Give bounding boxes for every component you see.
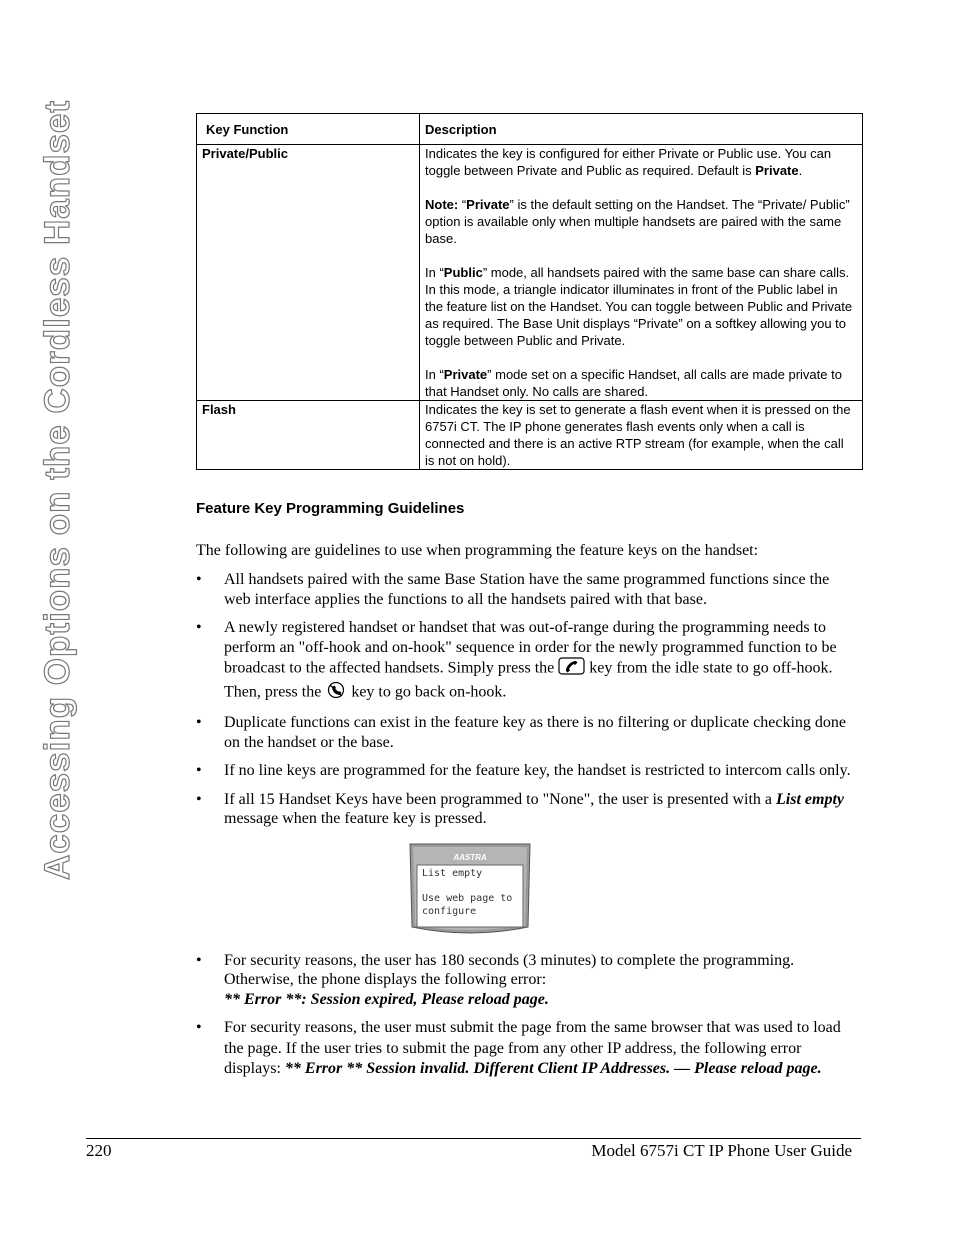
side-title: Accessing Options on the Cordless Handset <box>38 99 77 880</box>
footer-guide-title: Model 6757i CT IP Phone User Guide <box>591 1141 852 1160</box>
list-item-text: If all 15 Handset Keys have been programmed to "None", the user is presented with a <box>224 790 777 808</box>
description-paragraph <box>425 264 856 349</box>
bullet-marker: • <box>196 714 202 731</box>
table-row <box>197 145 863 401</box>
text-run-bold: Private <box>755 163 799 178</box>
handset-screen-illustration <box>409 843 531 936</box>
list-item-text: key to go back on-hook. <box>347 682 507 700</box>
guidelines-list <box>196 570 856 1089</box>
bullet-marker: • <box>196 951 202 969</box>
description-cell <box>420 145 863 401</box>
list-item-text: For security reasons, the user must submit the page from the same browser that was used to load the page. If the user tries to submit the page from any other IP address, the following error displays: <box>224 1019 841 1077</box>
note-paragraph <box>425 196 856 247</box>
text-run-bold: Public <box>443 265 483 280</box>
list-item <box>196 951 856 1010</box>
text-run: In “ <box>425 265 444 280</box>
intro-paragraph: The following are guidelines to use when programming the feature keys on the handset: <box>196 542 759 559</box>
bullet-marker: • <box>196 619 202 636</box>
section-heading: Feature Key Programming Guidelines <box>196 500 465 517</box>
key-function-name: Private/Public <box>202 146 288 161</box>
list-item <box>196 790 856 829</box>
list-item <box>196 570 856 609</box>
note-label: Note: <box>425 197 459 212</box>
key-function-name: Flash <box>202 402 236 417</box>
screen-line-2: Use web page to <box>422 893 513 904</box>
text-run: ” mode set on a specific Handset, all calls are made private to that Handset only. No calls are shared. <box>425 367 842 399</box>
screen-line-1: List empty <box>422 868 483 879</box>
text-run-bold: Private <box>466 197 510 212</box>
bullet-marker: • <box>196 790 202 808</box>
list-item-text: Duplicate functions can exist in the feature key as there is no filtering or duplicate checking done on the handset or the base. <box>224 714 846 751</box>
table-header-row <box>197 114 863 145</box>
key-function-cell <box>197 145 420 401</box>
description-paragraph <box>425 145 856 179</box>
description-paragraph: Indicates the key is set to generate a flash event when it is pressed on the 6757i CT. The IP phone generates flash events only when a call is connected and there is an active RTP stream (for example, when the call is not on hold). <box>425 402 851 468</box>
list-item <box>196 618 856 704</box>
footer-rule <box>86 1138 861 1139</box>
list-item-emphasis: List empty <box>776 790 844 808</box>
table-row <box>197 401 863 470</box>
page-number: 220 <box>86 1141 112 1160</box>
text-run: ” mode, all handsets paired with the same base can share calls. In this mode, a triangle indicator illuminates in front of the Public label in the feature list on the Handset. You can toggle between Public and Private as required. The Base Unit displays “Private” on a softkey allowing you to toggle between Public and Private. <box>425 265 853 348</box>
text-run: . <box>798 163 803 178</box>
handset-screen-graphic <box>409 843 531 936</box>
bullet-marker: • <box>196 762 202 779</box>
text-run: “ <box>458 197 467 212</box>
list-item-emphasis: ** Error **: Session expired, Please reload page. <box>224 990 549 1008</box>
hang-up-icon <box>325 681 347 705</box>
list-item <box>196 713 856 752</box>
phone-handset-icon <box>558 657 585 681</box>
bullet-marker: • <box>196 1019 202 1036</box>
text-run: ” is the default setting on the Handset. The “Private/ Public” option is available only when multiple handsets are paired with the same base. <box>425 197 850 246</box>
list-item-text: message when the feature key is pressed. <box>224 810 487 827</box>
list-item <box>196 1018 856 1080</box>
column-header-description: Description <box>420 114 863 145</box>
list-item-text: For security reasons, the user has 180 seconds (3 minutes) to complete the programming. Otherwise, the phone displays the following error: <box>224 951 795 988</box>
list-item-text: All handsets paired with the same Base Station have the same programmed functions since the web interface applies the functions to all the handsets paired with that base. <box>224 571 830 608</box>
list-item-emphasis: ** Error ** Session invalid. Different Client IP Addresses. — Please reload page. <box>284 1060 822 1077</box>
screen-line-3: configure <box>422 906 477 917</box>
list-item-text: If no line keys are programmed for the feature key, the handset is restricted to intercom calls only. <box>224 762 851 779</box>
column-header-key-function: Key Function <box>197 114 420 145</box>
key-function-table <box>196 113 863 470</box>
text-run: In “ <box>425 367 444 382</box>
bullet-marker: • <box>196 571 202 588</box>
list-item-text: key from the idle state to go off-hook. Then, press the <box>224 659 833 700</box>
list-item <box>196 761 856 781</box>
text-run-bold: Private <box>443 367 488 382</box>
text-run: Indicates the key is configured for either Private or Public use. You can toggle between Private and Public as required. Default is <box>425 146 832 178</box>
key-function-cell <box>197 401 420 470</box>
description-cell <box>420 401 863 470</box>
screen-brand: AASTRA <box>453 853 487 862</box>
list-item-text: A newly registered handset or handset that was out-of-range during the programming needs to perform an "off-hook and on-hook" sequence in order for the newly programmed function to be broadcast to the affected handsets. Simply press the <box>224 619 837 677</box>
description-paragraph <box>425 366 856 400</box>
